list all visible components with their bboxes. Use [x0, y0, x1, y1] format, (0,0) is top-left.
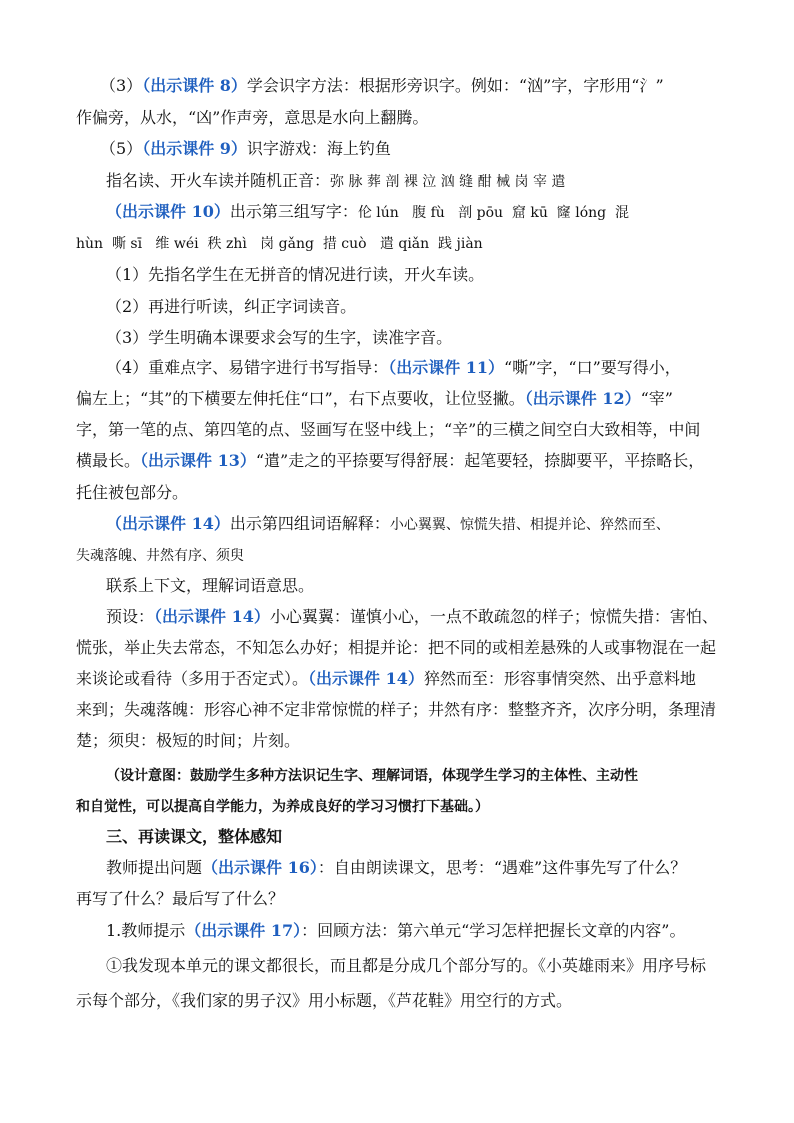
text-line: [76, 482, 188, 504]
text-segment: hùn 嘶 sī 维 wéi 秩 zhì 岗 gǎng 措 cuò 遣 qiǎn 践 jiàn: [76, 236, 483, 252]
text-segment: “遣”走之的平捺要写得舒展：起笔要轻，捺脚要平，平捺略长，: [255, 451, 705, 470]
text-segment: 伦 lún 腹 fù 剖 pōu 窟 kū 窿 lóng 混: [357, 205, 630, 221]
text-segment: 示每个部分，《我们家的男子汉》用小标题，《芦花鞋》用空行的方式。: [76, 991, 573, 1010]
courseware-tag: （出示课件 14）: [154, 607, 270, 626]
text-line: [76, 699, 716, 721]
text-segment: “嘶”字，“口”要写得小，: [504, 358, 681, 377]
courseware-tag: （出示课件 11）: [388, 358, 505, 377]
text-line: [76, 888, 284, 910]
section-heading: [106, 826, 282, 848]
text-line: [106, 513, 670, 536]
text-line: [106, 857, 686, 879]
text-segment: （1）先指名学生在无拼音的情况进行读，开火车读。: [106, 265, 485, 284]
text-line: [76, 232, 483, 255]
text-segment: 预设：: [106, 607, 155, 626]
text-line: [106, 920, 686, 942]
text-line: [76, 730, 300, 752]
text-segment: 小心翼翼、惊慌失措、相提并论、猝然而至、: [389, 517, 670, 533]
text-segment: 来到；失魂落魄：形容心神不定非常惊慌的样子；井然有序：整整齐齐，次序分明，条理清: [76, 700, 717, 719]
text-segment: 识字游戏：海上钓鱼: [246, 139, 391, 158]
design-note-line: [76, 795, 489, 818]
text-segment: 再写了什么？最后写了什么？: [76, 889, 285, 908]
text-segment: 和自觉性，可以提高自学能力，为养成良好的学习习惯打下基础。）: [76, 799, 489, 815]
text-line: [106, 955, 706, 977]
text-line: [76, 419, 700, 441]
text-line: [106, 357, 681, 379]
text-segment: 三、再读课文，整体感知: [106, 827, 283, 846]
text-segment: 作偏旁，从水，“凶”作声旁，意思是水向上翻腾。: [76, 108, 429, 127]
courseware-tag: （出示课件 10）: [106, 202, 230, 221]
design-note-line: [106, 764, 638, 787]
text-line: [76, 637, 716, 659]
text-segment: （4）重难点字、易错字进行书写指导：: [106, 358, 389, 377]
courseware-tag: （出示课件 13）: [140, 451, 256, 470]
text-segment: 偏左上；“其”的下横要左伸托住“口”，右下点要收，让位竖撇。: [76, 389, 525, 408]
text-segment: 横最长。: [76, 451, 141, 470]
text-segment: 教师提出问题: [106, 858, 203, 877]
courseware-tag: （出示课件 9）: [142, 139, 247, 158]
text-line: [76, 668, 696, 690]
text-segment: 出示第四组词语解释：: [229, 514, 390, 533]
text-segment: 弥 脉 葬 剖 裸 泣 汹 缝 酣 械 岗 宰 遣: [330, 174, 566, 190]
text-segment: （5）: [100, 139, 143, 158]
text-line: [106, 264, 484, 286]
text-line: [100, 138, 391, 160]
text-segment: 猝然而至：形容事情突然、出乎意料地: [423, 669, 696, 688]
text-segment: “宰”: [640, 389, 673, 408]
text-segment: 慌张，举止失去常态，不知怎么办好；相提并论：把不同的或相差悬殊的人或事物混在一起: [76, 638, 717, 657]
text-line: [100, 75, 664, 97]
text-segment: 小心翼翼：谨慎小心，一点不敢疏忽的样子；惊慌失措：害怕、: [269, 607, 718, 626]
courseware-tag: （出示课件 14）: [106, 514, 230, 533]
text-segment: 楚；须臾：极短的时间；片刻。: [76, 731, 301, 750]
text-line: [76, 990, 572, 1012]
text-line: [76, 107, 428, 129]
text-line: [76, 388, 673, 410]
text-segment: （2）再进行听读，纠正字词读音。: [106, 297, 357, 316]
courseware-tag: （出示课件 8）: [142, 76, 247, 95]
text-segment: ：自由朗读课文，思考：“遇难”这件事先写了什么？: [317, 858, 687, 877]
text-line: [106, 170, 565, 193]
text-line: [76, 544, 244, 567]
text-segment: 联系上下文，理解词语意思。: [106, 576, 315, 595]
text-segment: （3）: [100, 76, 143, 95]
text-segment: 学会识字方法：根据形旁识字。例如：“汹”字，字形用“氵”: [246, 76, 664, 95]
text-line: [106, 327, 452, 349]
text-line: [106, 296, 356, 318]
courseware-tag: （出示课件 17）: [185, 921, 302, 940]
text-segment: 失魂落魄、井然有序、须臾: [76, 548, 244, 564]
text-segment: 出示第三组写字：: [229, 202, 358, 221]
text-line: [76, 450, 704, 472]
text-line: [106, 201, 629, 224]
courseware-tag: （出示课件 16）: [202, 858, 318, 877]
text-segment: 字，第一笔的点、第四笔的点、竖画写在竖中线上；“辛”的三横之间空白大致相等，中间: [76, 420, 701, 439]
text-segment: 来谈论或看待（多用于否定式）。: [76, 669, 309, 688]
text-segment: 托住被包部分。: [76, 483, 189, 502]
text-segment: 1.教师提示: [106, 921, 186, 940]
text-segment: （设计意图：鼓励学生多种方法识记生字、理解词语，体现学生学习的主体性、主动性: [106, 768, 638, 784]
text-line: [106, 606, 718, 628]
text-segment: （3）学生明确本课要求会写的生字，读准字音。: [106, 328, 453, 347]
text-line: [106, 575, 314, 597]
text-segment: ①我发现本单元的课文都很长，而且都是分成几个部分写的。《小英雄雨来》用序号标: [106, 956, 707, 975]
courseware-tag: （出示课件 12）: [524, 389, 641, 408]
text-segment: ：回顾方法：第六单元“学习怎样把握长文章的内容”。: [301, 921, 686, 940]
text-segment: 指名读、开火车读并随机正音：: [106, 171, 331, 190]
courseware-tag: （出示课件 14）: [308, 669, 424, 688]
